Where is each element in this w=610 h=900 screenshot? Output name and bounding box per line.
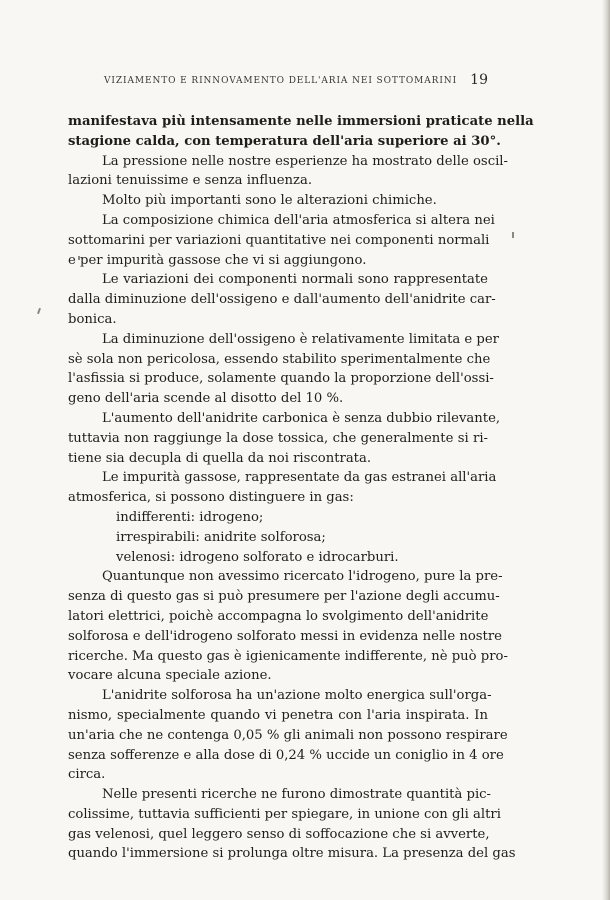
- text-line: La pressione nelle nostre esperienze ha mostrato delle oscil-: [102, 153, 508, 169]
- text-line: Quantunque non avessimo ricercato l'idrogeno, pure la pre-: [102, 569, 503, 585]
- text-line: irrespirabili: anidrite solforosa;: [116, 529, 326, 545]
- text-line: L'anidrite solforosa ha un'azione molto energica sull'orga-: [102, 688, 492, 704]
- text-line: nismo, specialmente quando vi penetra con l'aria inspirata. In: [68, 707, 488, 723]
- text-line: l'asfissia si produce, solamente quando la proporzione dell'ossi-: [68, 371, 494, 387]
- running-head: VIZIAMENTO E RINNOVAMENTO DELL'ARIA NEI SOTTOMARINI: [104, 76, 458, 86]
- margin-speck: [512, 232, 514, 238]
- text-line: Le variazioni dei componenti normali sono rappresentate: [102, 272, 488, 288]
- text-line: Molto più importanti sono le alterazioni chimiche.: [102, 193, 437, 209]
- text-line: circa.: [68, 767, 106, 783]
- text-line: bonica.: [68, 311, 117, 327]
- text-line: ricerche. Ma questo gas è igienicamente indifferente, nè può pro-: [68, 648, 508, 664]
- text-line: velenosi: idrogeno solforato e idrocarburi.: [116, 549, 399, 565]
- text-line: senza sofferenze e alla dose di 0,24 % uccide un coniglio in 4 ore: [68, 747, 504, 763]
- margin-speck: [37, 308, 41, 314]
- text-line: tiene sia decupla di quella da noi riscontrata.: [68, 450, 372, 466]
- text-line: solforosa e dell'idrogeno solforato messi in evidenza nelle nostre: [68, 628, 502, 644]
- text-line: geno dell'aria scende al disotto del 10 %.: [68, 391, 344, 407]
- text-line: un'aria che ne contenga 0,05 % gli animali non possono respirare: [68, 727, 508, 743]
- page-number: 19: [470, 72, 488, 88]
- text-line: La diminuzione dell'ossigeno è relativamente limitata e per: [102, 331, 499, 347]
- text-line: quando l'immersione si prolunga oltre misura. La presenza del gas: [68, 846, 516, 862]
- text-line: e per impurità gassose che vi si aggiungono.: [68, 252, 367, 268]
- text-line: lazioni tenuissime e senza influenza.: [68, 173, 313, 189]
- body-text: [68, 112, 534, 864]
- text-line: indifferenti: idrogeno;: [116, 509, 264, 525]
- text-line: sè sola non pericolosa, essendo stabilito sperimentalmente che: [68, 351, 491, 367]
- text-line: tuttavia non raggiunge la dose tossica, che generalmente si ri-: [68, 430, 488, 446]
- text-line: Nelle presenti ricerche ne furono dimostrate quantità pic-: [102, 787, 492, 803]
- page-binding-edge: [602, 0, 610, 900]
- text-line: latori elettrici, poichè accompagna lo svolgimento dell'anidrite: [68, 608, 489, 624]
- text-line: L'aumento dell'anidrite carbonica è senza dubbio rilevante,: [102, 410, 501, 426]
- page-header: [104, 72, 488, 92]
- text-line: vocare alcuna speciale azione.: [68, 668, 272, 684]
- text-line: sottomarini per variazioni quantitative nei componenti normali: [68, 232, 490, 248]
- text-line: senza di questo gas si può presumere per l'azione degli accumu-: [68, 589, 500, 605]
- text-line: colissime, tuttavia sufficienti per spiegare, in unione con gli altri: [68, 806, 501, 822]
- text-line: dalla diminuzione dell'ossigeno e dall'aumento dell'anidrite car-: [68, 292, 496, 308]
- text-line: stagione calda, con temperatura dell'aria superiore ai 30°.: [68, 133, 501, 149]
- text-line: La composizione chimica dell'aria atmosferica si altera nei: [102, 212, 495, 228]
- text-line: manifestava più intensamente nelle immersioni praticate nella: [68, 114, 534, 129]
- text-line: gas velenosi, quel leggero senso di soffocazione che si avverte,: [68, 826, 490, 842]
- text-line: Le impurità gassose, rappresentate da gas estranei all'aria: [102, 470, 497, 486]
- text-line: atmosferica, si possono distinguere in gas:: [68, 490, 354, 506]
